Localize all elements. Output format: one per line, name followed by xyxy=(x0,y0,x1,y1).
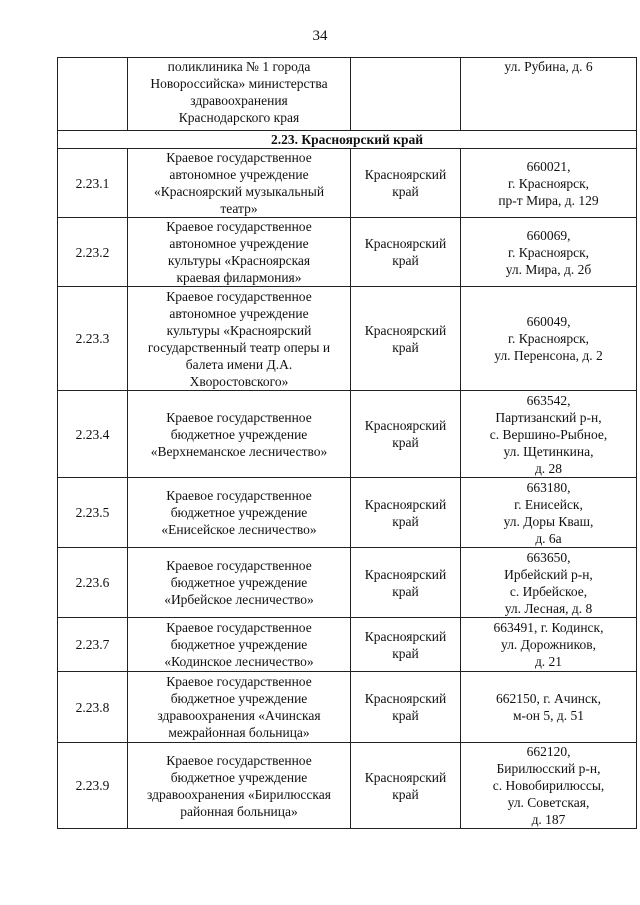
row-number: 2.23.9 xyxy=(58,743,128,829)
table-row xyxy=(58,672,637,743)
region: Красноярский край xyxy=(351,149,461,218)
region: Красноярский край xyxy=(351,548,461,618)
row-number xyxy=(58,58,128,131)
region: Красноярский край xyxy=(351,478,461,548)
row-number: 2.23.2 xyxy=(58,218,128,287)
address: 663491, г. Кодинск, ул. Дорожников, д. 21 xyxy=(461,618,637,672)
institutions-table xyxy=(57,57,637,829)
region: Красноярский край xyxy=(351,391,461,478)
region: Красноярский край xyxy=(351,287,461,391)
region: Красноярский край xyxy=(351,672,461,743)
address: 660021, г. Красноярск, пр-т Мира, д. 129 xyxy=(461,149,637,218)
institution-name: Краевое государственное бюджетное учреждение «Енисейское лесничество» xyxy=(128,478,351,548)
row-number: 2.23.3 xyxy=(58,287,128,391)
row-number: 2.23.1 xyxy=(58,149,128,218)
address: 660069, г. Красноярск, ул. Мира, д. 2б xyxy=(461,218,637,287)
institution-name: поликлиника № 1 города Новороссийска» министерства здравоохранения Краснодарского края xyxy=(128,58,351,131)
page-number: 34 xyxy=(312,28,328,44)
row-number: 2.23.6 xyxy=(58,548,128,618)
region: Красноярский край xyxy=(351,618,461,672)
table-row xyxy=(58,218,637,287)
address: 663180, г. Енисейск, ул. Доры Кваш, д. 6а xyxy=(461,478,637,548)
region: Красноярский край xyxy=(351,743,461,829)
row-number: 2.23.8 xyxy=(58,672,128,743)
table-row xyxy=(58,58,637,131)
institution-name: Краевое государственное бюджетное учреждение «Ирбейское лесничество» xyxy=(128,548,351,618)
address: 663650, Ирбейский р-н, с. Ирбейское, ул. Лесная, д. 8 xyxy=(461,548,637,618)
section-title: 2.23. Красноярский край xyxy=(58,131,637,149)
institution-name: Краевое государственное бюджетное учреждение здравоохранения «Бирилюсская районная больница» xyxy=(128,743,351,829)
institution-name: Краевое государственное бюджетное учреждение «Верхнеманское лесничество» xyxy=(128,391,351,478)
region xyxy=(351,58,461,131)
institution-name: Краевое государственное автономное учреждение культуры «Красноярская краевая филармония» xyxy=(128,218,351,287)
address: 663542, Партизанский р-н, с. Вершино-Рыбное, ул. Щетинкина, д. 28 xyxy=(461,391,637,478)
section-row xyxy=(58,131,637,149)
institution-name: Краевое государственное автономное учреждение «Красноярский музыкальный театр» xyxy=(128,149,351,218)
table-row xyxy=(58,743,637,829)
institution-name: Краевое государственное бюджетное учреждение здравоохранения «Ачинская межрайонная больница» xyxy=(128,672,351,743)
table-row xyxy=(58,478,637,548)
table-row xyxy=(58,149,637,218)
row-number: 2.23.5 xyxy=(58,478,128,548)
address: 662150, г. Ачинск, м-он 5, д. 51 xyxy=(461,672,637,743)
table-row xyxy=(58,618,637,672)
table-row xyxy=(58,287,637,391)
row-number: 2.23.7 xyxy=(58,618,128,672)
table-row xyxy=(58,391,637,478)
address: 660049, г. Красноярск, ул. Перенсона, д. 2 xyxy=(461,287,637,391)
address: ул. Рубина, д. 6 xyxy=(461,58,637,131)
table-row xyxy=(58,548,637,618)
row-number: 2.23.4 xyxy=(58,391,128,478)
address: 662120, Бирилюсский р-н, с. Новобирилюссы, ул. Советская, д. 187 xyxy=(461,743,637,829)
institution-name: Краевое государственное автономное учреждение культуры «Красноярский государственный театр оперы и балета имени Д.А. Хворостовского» xyxy=(128,287,351,391)
region: Красноярский край xyxy=(351,218,461,287)
institution-name: Краевое государственное бюджетное учреждение «Кодинское лесничество» xyxy=(128,618,351,672)
